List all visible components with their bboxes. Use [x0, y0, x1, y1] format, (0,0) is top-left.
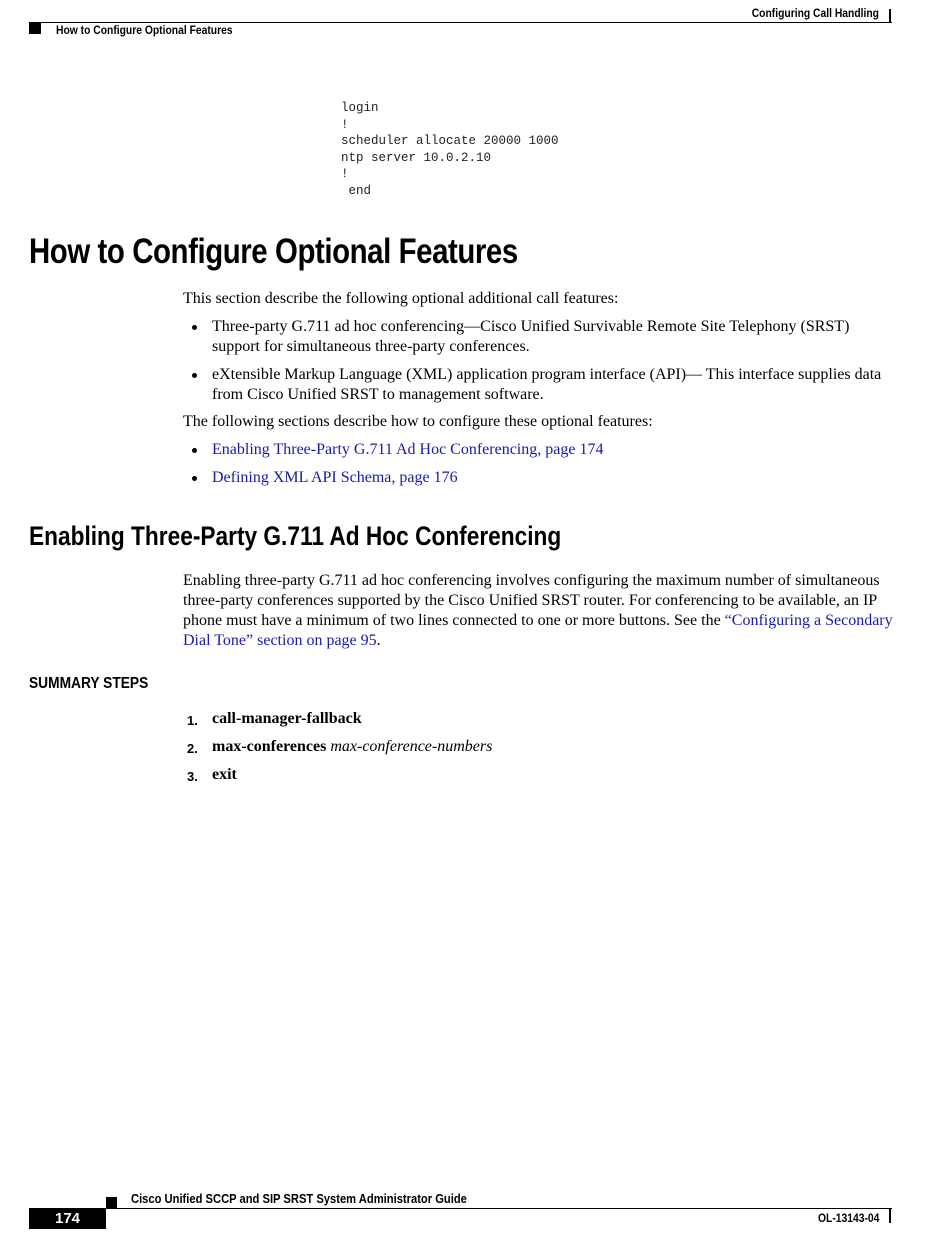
step-item — [183, 765, 895, 793]
header-square-marker — [29, 23, 41, 34]
summary-steps-list — [183, 709, 895, 793]
document-number: OL-13143-04 — [817, 1211, 879, 1225]
step-command: call-manager-fallback — [212, 710, 362, 727]
step-number: 3. — [187, 769, 198, 784]
footer-square-marker — [106, 1197, 117, 1208]
chapter-title: Configuring Call Handling — [751, 6, 879, 20]
feature-item: eXtensible Markup Language (XML) application program interface (API)— This interface supplies data from Cisco Unified SRST to management software. — [183, 365, 895, 405]
following-paragraph: The following sections describe how to configure these optional features: — [183, 413, 653, 430]
step-command: exit — [212, 766, 237, 783]
step-item — [183, 737, 895, 765]
step-number: 2. — [187, 741, 198, 756]
footer-edge-bar — [889, 1209, 891, 1223]
code-line: ! — [341, 117, 349, 132]
subsection-heading: Enabling Three-Party G.711 Ad Hoc Conferencing — [29, 521, 562, 551]
step-item — [183, 709, 895, 737]
header-edge-bar — [889, 9, 891, 23]
code-line: scheduler allocate 20000 1000 — [341, 134, 559, 148]
code-line: end — [341, 183, 372, 198]
guide-title: Cisco Unified SCCP and SIP SRST System Administrator Guide — [131, 1191, 467, 1206]
code-line: login — [341, 101, 379, 115]
feature-list — [183, 317, 895, 405]
section-links-list — [183, 440, 895, 488]
paragraph-text: Enabling three-party G.711 ad hoc conferencing involves configuring the maximum number of simultaneous three-party conferences supported by the Cisco Unified SRST router. For conferencing to be available, an IP phone must have a minimum of two lines connected to one or more buttons. See the — [183, 572, 880, 629]
link-secondary-dial-tone[interactable]: “Configuring a Secondary Dial Tone” section on page 95 — [183, 612, 893, 649]
link-item — [183, 468, 895, 488]
code-line: ! — [341, 167, 349, 181]
feature-item: Three-party G.711 ad hoc conferencing—Cisco Unified Survivable Remote Site Telephony (SRST) support for simultaneous three-party conferences. — [183, 317, 895, 357]
code-line: ntp server 10.0.2.10 — [341, 150, 492, 165]
link-three-party-conferencing[interactable]: Enabling Three-Party G.711 Ad Hoc Conferencing, page 174 — [212, 441, 604, 458]
step-command: max-conferences — [212, 738, 327, 755]
page-number: 174 — [29, 1209, 106, 1229]
code-block — [341, 100, 559, 199]
link-item — [183, 440, 895, 460]
paragraph-end: . — [376, 632, 381, 649]
step-argument: max-conference-numbers — [330, 738, 493, 755]
footer-rule — [29, 1208, 892, 1209]
intro-paragraph: This section describe the following optional additional call features: — [183, 290, 619, 307]
running-section-title: How to Configure Optional Features — [56, 23, 233, 37]
summary-steps-heading: SUMMARY STEPS — [29, 675, 149, 692]
section-heading: How to Configure Optional Features — [29, 232, 518, 271]
conferencing-paragraph — [183, 571, 895, 651]
step-number: 1. — [187, 713, 198, 728]
link-xml-api-schema[interactable]: Defining XML API Schema, page 176 — [212, 469, 458, 486]
